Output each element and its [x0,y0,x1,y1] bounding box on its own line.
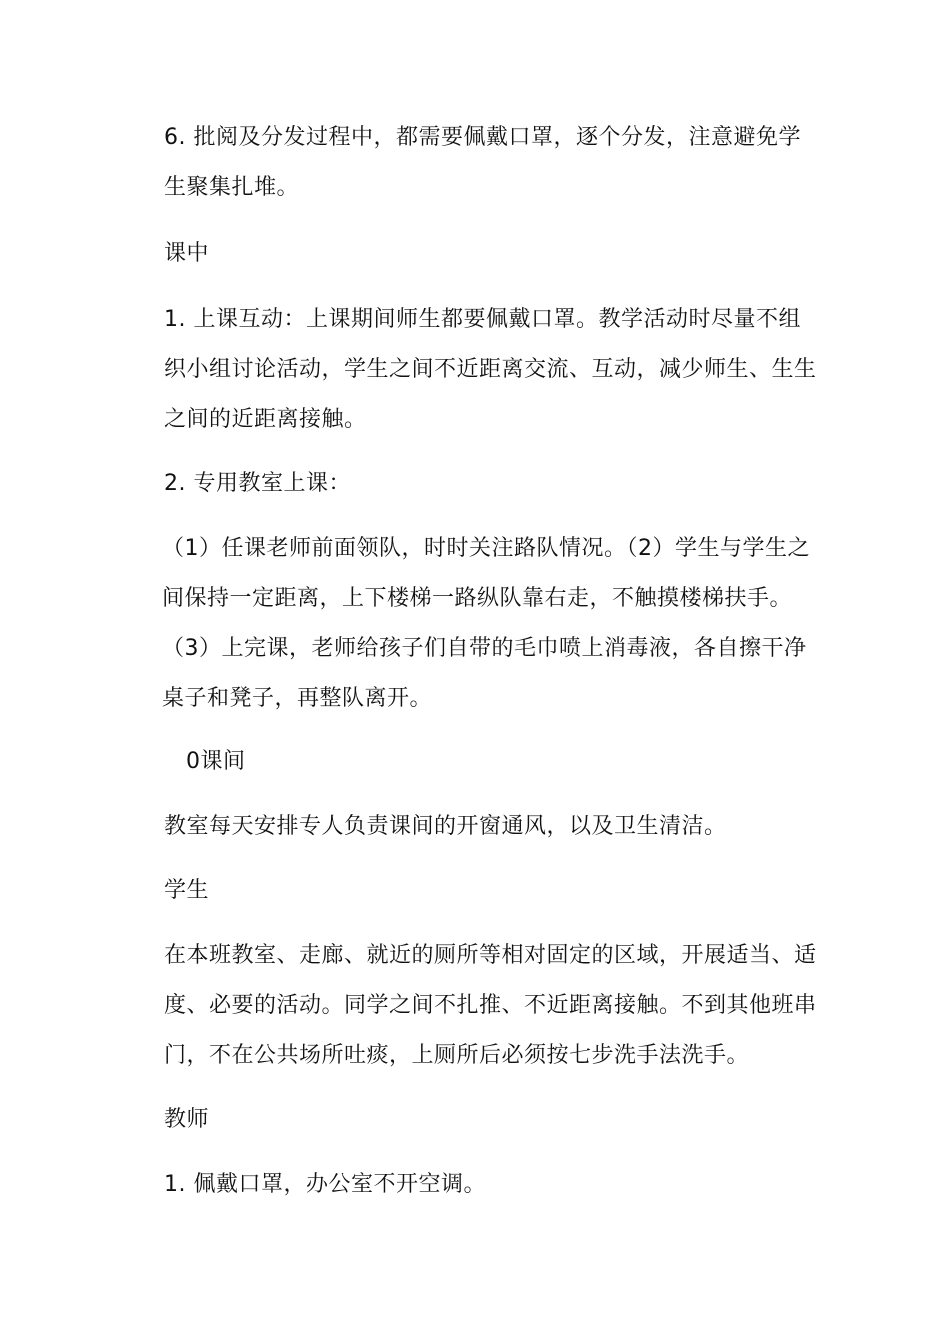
text-line: 1. 上课互动：上课期间师生都要佩戴口罩。教学活动时尽量不组 [164,307,801,332]
text-line: （3）上完课，老师给孩子们自带的毛巾喷上消毒液，各自擦干净 [162,636,807,661]
paragraph-teacher-rules [164,1160,824,1210]
text-line: 生聚集扎堆。 [164,175,300,200]
heading-students [164,866,824,916]
text-line: 度、必要的活动。同学之间不扎推、不近距离接触。不到其他班串 [164,993,817,1018]
text-line: 桌子和凳子，再整队离开。 [162,686,433,711]
heading-teachers [164,1095,824,1145]
heading-in-class [164,229,824,279]
heading-text: 0课间 [186,749,246,774]
heading-text: 课中 [164,241,210,266]
text-line: （1）任课老师前面领队，时时关注路队情况。（2）学生与学生之 [162,536,810,561]
heading-text: 学生 [164,878,210,903]
text-line: 门，不在公共场所吐痰，上厕所后必须按七步洗手法洗手。 [164,1043,750,1068]
text-line: 1. 佩戴口罩，办公室不开空调。 [164,1172,486,1197]
heading-break [186,737,846,787]
text-line: 教室每天安排专人负责课间的开窗通风，以及卫生清洁。 [164,814,727,839]
heading-text: 教师 [164,1107,210,1132]
paragraph-special-classroom [164,459,824,509]
text-line: 2. 专用教室上课： [164,471,351,496]
paragraph-class-interaction [164,295,824,445]
paragraph-ventilation [164,802,824,852]
text-line: 6. 批阅及分发过程中，都需要佩戴口罩，逐个分发，注意避免学 [164,125,801,150]
text-line: 在本班教室、走廊、就近的厕所等相对固定的区域，开展适当、适 [164,943,817,968]
paragraph-classroom-rules [162,524,822,724]
text-line: 织小组讨论活动，学生之间不近距离交流、互动，减少师生、生生 [164,357,817,382]
text-line: 间保持一定距离，上下楼梯一路纵队靠右走，不触摸楼梯扶手。 [162,586,793,611]
text-line: 之间的近距离接触。 [164,407,367,432]
paragraph-student-rules [164,931,824,1081]
paragraph-distribution [164,113,824,213]
